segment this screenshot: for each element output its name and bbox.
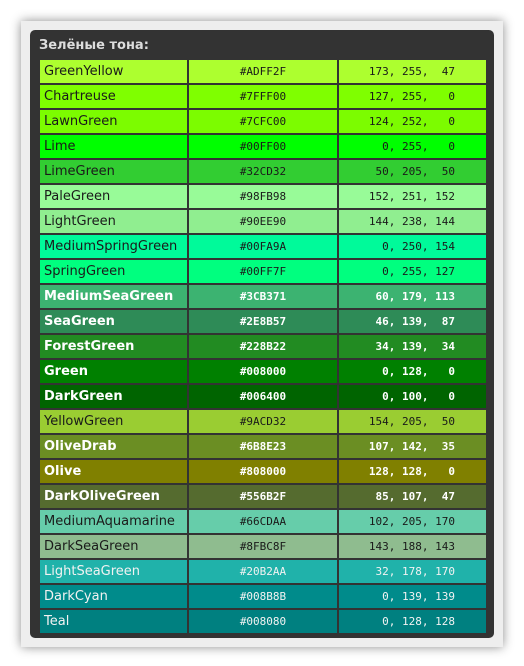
rgb-value-cell: 0, 128, 0	[339, 360, 486, 383]
rgb-value-cell: 0, 255, 127	[339, 260, 486, 283]
hex-code-cell: #7CFC00	[189, 110, 337, 133]
hex-code-cell: #8FBC8F	[189, 535, 337, 558]
hex-code-cell: #90EE90	[189, 210, 337, 233]
rgb-value-cell: 0, 255, 0	[339, 135, 486, 158]
hex-code-cell: #ADFF2F	[189, 60, 337, 83]
rgb-value-cell: 50, 205, 50	[339, 160, 486, 183]
rgb-value-cell: 46, 139, 87	[339, 310, 486, 333]
color-row	[40, 360, 486, 383]
color-row	[40, 310, 486, 333]
rgb-value-cell: 34, 139, 34	[339, 335, 486, 358]
hex-code-cell: #228B22	[189, 335, 337, 358]
color-row	[40, 185, 486, 208]
rgb-value-cell: 128, 128, 0	[339, 460, 486, 483]
color-name-cell: Chartreuse	[40, 85, 187, 108]
rgb-value-cell: 154, 205, 50	[339, 410, 486, 433]
hex-code-cell: #00FF00	[189, 135, 337, 158]
rgb-value-cell: 144, 238, 144	[339, 210, 486, 233]
hex-code-cell: #808000	[189, 460, 337, 483]
color-panel	[30, 30, 494, 638]
color-name-cell: YellowGreen	[40, 410, 187, 433]
color-row	[40, 110, 486, 133]
color-row	[40, 285, 486, 308]
hex-code-cell: #00FA9A	[189, 235, 337, 258]
color-name-cell: DarkSeaGreen	[40, 535, 187, 558]
rgb-value-cell: 0, 250, 154	[339, 235, 486, 258]
color-name-cell: Teal	[40, 610, 187, 633]
color-row	[40, 85, 486, 108]
color-name-cell: Green	[40, 360, 187, 383]
hex-code-cell: #3CB371	[189, 285, 337, 308]
color-name-cell: Lime	[40, 135, 187, 158]
color-name-cell: LawnGreen	[40, 110, 187, 133]
rgb-value-cell: 85, 107, 47	[339, 485, 486, 508]
color-row	[40, 60, 486, 83]
rgb-value-cell: 143, 188, 143	[339, 535, 486, 558]
color-name-cell: MediumSeaGreen	[40, 285, 187, 308]
color-row	[40, 560, 486, 583]
hex-code-cell: #556B2F	[189, 485, 337, 508]
color-name-cell: LightGreen	[40, 210, 187, 233]
rgb-value-cell: 0, 100, 0	[339, 385, 486, 408]
hex-code-cell: #20B2AA	[189, 560, 337, 583]
hex-code-cell: #00FF7F	[189, 260, 337, 283]
hex-code-cell: #2E8B57	[189, 310, 337, 333]
color-row	[40, 210, 486, 233]
color-row	[40, 485, 486, 508]
rgb-value-cell: 32, 178, 170	[339, 560, 486, 583]
color-name-cell: MediumAquamarine	[40, 510, 187, 533]
hex-code-cell: #66CDAA	[189, 510, 337, 533]
color-name-cell: GreenYellow	[40, 60, 187, 83]
rgb-value-cell: 127, 255, 0	[339, 85, 486, 108]
color-name-cell: LightSeaGreen	[40, 560, 187, 583]
color-name-cell: SpringGreen	[40, 260, 187, 283]
color-row	[40, 260, 486, 283]
color-row	[40, 410, 486, 433]
color-row	[40, 510, 486, 533]
color-name-cell: LimeGreen	[40, 160, 187, 183]
hex-code-cell: #008080	[189, 610, 337, 633]
rgb-value-cell: 0, 139, 139	[339, 585, 486, 608]
image-frame	[21, 21, 503, 647]
color-row	[40, 135, 486, 158]
hex-code-cell: #9ACD32	[189, 410, 337, 433]
color-name-cell: DarkOliveGreen	[40, 485, 187, 508]
color-row	[40, 460, 486, 483]
color-name-cell: MediumSpringGreen	[40, 235, 187, 258]
hex-code-cell: #6B8E23	[189, 435, 337, 458]
hex-code-cell: #006400	[189, 385, 337, 408]
color-name-cell: ForestGreen	[40, 335, 187, 358]
hex-code-cell: #98FB98	[189, 185, 337, 208]
rgb-value-cell: 152, 251, 152	[339, 185, 486, 208]
rgb-value-cell: 60, 179, 113	[339, 285, 486, 308]
color-row	[40, 535, 486, 558]
color-row	[40, 585, 486, 608]
rgb-value-cell: 102, 205, 170	[339, 510, 486, 533]
rgb-value-cell: 107, 142, 35	[339, 435, 486, 458]
rgb-value-cell: 173, 255, 47	[339, 60, 486, 83]
color-name-cell: DarkCyan	[40, 585, 187, 608]
hex-code-cell: #7FFF00	[189, 85, 337, 108]
color-row	[40, 435, 486, 458]
rgb-value-cell: 0, 128, 128	[339, 610, 486, 633]
color-name-cell: PaleGreen	[40, 185, 187, 208]
rgb-value-cell: 124, 252, 0	[339, 110, 486, 133]
hex-code-cell: #008000	[189, 360, 337, 383]
color-name-cell: DarkGreen	[40, 385, 187, 408]
panel-title: Зелёные тона:	[39, 38, 149, 53]
color-row	[40, 610, 486, 633]
color-table	[40, 60, 486, 635]
color-name-cell: OliveDrab	[40, 435, 187, 458]
hex-code-cell: #008B8B	[189, 585, 337, 608]
color-row	[40, 335, 486, 358]
color-row	[40, 385, 486, 408]
color-name-cell: SeaGreen	[40, 310, 187, 333]
hex-code-cell: #32CD32	[189, 160, 337, 183]
color-row	[40, 235, 486, 258]
color-name-cell: Olive	[40, 460, 187, 483]
color-row	[40, 160, 486, 183]
